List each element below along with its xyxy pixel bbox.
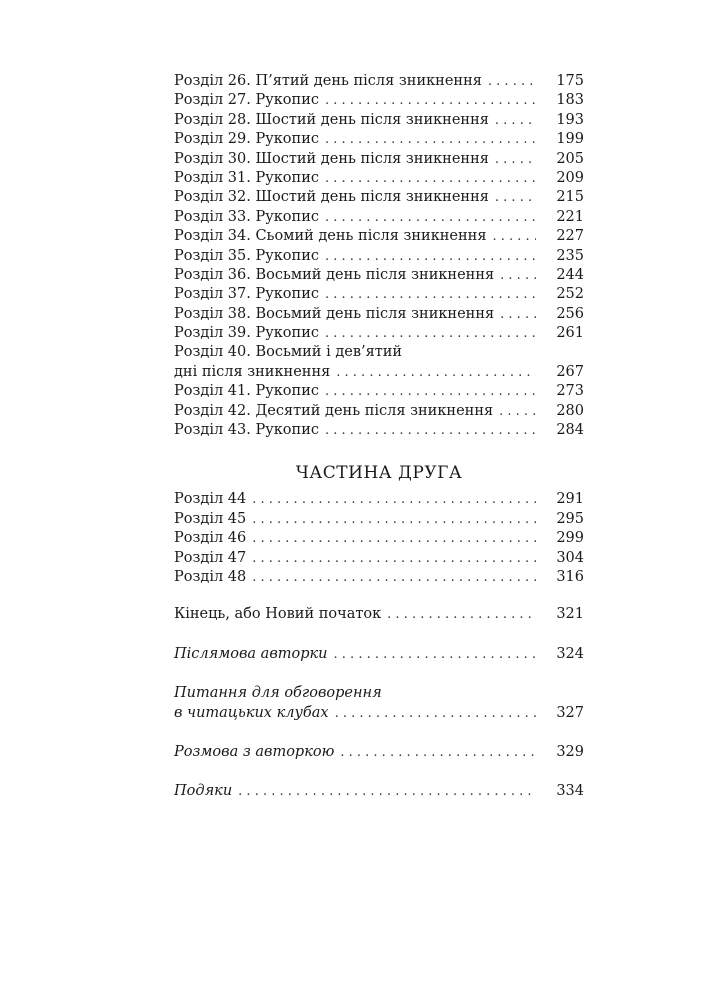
toc-entry-39[interactable] — [174, 324, 584, 343]
dot-leader — [495, 111, 536, 130]
toc-entry-page: 215 — [556, 189, 584, 206]
toc-entry-title: Розділ 31. Рукопис — [174, 169, 319, 186]
toc-entry-title: Розділ 29. Рукопис — [174, 131, 319, 148]
toc-entry-title: Розділ 48 — [174, 568, 247, 585]
toc-entry-37[interactable] — [174, 285, 584, 304]
toc-entry-page: 244 — [556, 266, 584, 283]
dot-leader — [492, 227, 536, 246]
toc-entry-47[interactable] — [174, 549, 584, 568]
toc-entry-page: 221 — [556, 208, 584, 225]
toc-entry-page: 327 — [556, 704, 584, 721]
toc-entry-page: 227 — [556, 228, 584, 245]
toc-entry-page: 280 — [556, 402, 584, 419]
toc-entry-title: Розділ 44 — [174, 491, 247, 508]
toc-entry-title: Розділ 45 — [174, 510, 247, 527]
dot-leader — [252, 568, 536, 587]
dot-leader — [499, 402, 536, 421]
toc-entry-thanks[interactable] — [174, 782, 584, 801]
toc-entry-title: дні після зникнення — [174, 363, 331, 380]
toc-entry-questions-title-line1[interactable]: Питання для обговорення — [174, 685, 382, 702]
toc-entry-questions[interactable] — [174, 704, 584, 723]
part-two-heading: ЧАСТИНА ДРУГА — [295, 463, 463, 484]
toc-entry-page: 273 — [556, 383, 584, 400]
toc-entry-26[interactable] — [174, 72, 584, 91]
dot-leader — [325, 169, 536, 188]
toc-entry-title: Розділ 47 — [174, 549, 247, 566]
toc-entry-page: 316 — [556, 568, 584, 585]
toc-entry-title: Розділ 33. Рукопис — [174, 208, 319, 225]
toc-entry-page: 252 — [556, 286, 584, 303]
dot-leader — [325, 324, 536, 343]
toc-entry-page: 183 — [556, 92, 584, 109]
toc-entry-28[interactable] — [174, 111, 584, 130]
dot-leader — [340, 743, 536, 762]
toc-entry-title: в читацьких клубах — [174, 704, 329, 721]
dot-leader — [325, 130, 536, 149]
dot-leader — [325, 247, 536, 266]
dot-leader — [252, 510, 536, 529]
toc-entry-title: Розділ 28. Шостий день після зникнення — [174, 111, 489, 128]
toc-entry-40-title-line1[interactable]: Розділ 40. Восьмий і дев’ятий — [174, 344, 403, 361]
toc-entry-38[interactable] — [174, 305, 584, 324]
toc-entry-interview[interactable] — [174, 743, 584, 762]
toc-entry-title: Розділ 36. Восьмий день після зникнення — [174, 266, 495, 283]
toc-entry-page: 267 — [556, 363, 584, 380]
dot-leader — [495, 150, 536, 169]
toc-entry-page: 299 — [556, 530, 584, 547]
toc-entry-title: Розділ 43. Рукопис — [174, 422, 319, 439]
dot-leader — [325, 208, 536, 227]
table-of-contents — [174, 72, 584, 802]
dot-leader — [488, 72, 536, 91]
toc-entry-page: 334 — [556, 783, 584, 800]
toc-entry-29[interactable] — [174, 130, 584, 149]
toc-entry-page: 261 — [556, 325, 584, 342]
toc-entry-title: Розділ 39. Рукопис — [174, 325, 319, 342]
dot-leader — [334, 645, 536, 664]
dot-leader — [252, 490, 536, 509]
toc-entry-31[interactable] — [174, 169, 584, 188]
dot-leader — [387, 605, 536, 624]
toc-entry-36[interactable] — [174, 266, 584, 285]
toc-entry-43[interactable] — [174, 421, 584, 440]
toc-entry-page: 193 — [556, 111, 584, 128]
dot-leader — [325, 285, 536, 304]
toc-entry-page: 324 — [556, 645, 584, 662]
toc-entry-27[interactable] — [174, 91, 584, 110]
toc-entry-page: 205 — [556, 150, 584, 167]
toc-entry-title: Післямова авторки — [174, 645, 328, 662]
toc-entry-33[interactable] — [174, 208, 584, 227]
toc-entry-page: 329 — [556, 743, 584, 760]
toc-entry-46[interactable] — [174, 529, 584, 548]
toc-entry-32[interactable] — [174, 188, 584, 207]
dot-leader — [252, 549, 536, 568]
toc-entry-title: Розділ 30. Шостий день після зникнення — [174, 150, 489, 167]
toc-entry-40[interactable] — [174, 363, 584, 382]
toc-entry-page: 199 — [556, 131, 584, 148]
toc-entry-34[interactable] — [174, 227, 584, 246]
toc-entry-44[interactable] — [174, 490, 584, 509]
toc-entry-title: Кінець, або Новий початок — [174, 606, 382, 623]
toc-entry-title: Розділ 42. Десятий день після зникнення — [174, 402, 494, 419]
toc-entry-title: Розділ 37. Рукопис — [174, 286, 319, 303]
toc-entry-title: Розмова з авторкою — [174, 743, 335, 760]
dot-leader — [325, 91, 536, 110]
toc-entry-title: Розділ 35. Рукопис — [174, 247, 319, 264]
toc-entry-page: 295 — [556, 510, 584, 527]
toc-entry-45[interactable] — [174, 510, 584, 529]
toc-entry-48[interactable] — [174, 568, 584, 587]
dot-leader — [495, 188, 536, 207]
toc-entry-title: Розділ 27. Рукопис — [174, 92, 319, 109]
toc-entry-page: 256 — [556, 305, 584, 322]
toc-entry-30[interactable] — [174, 150, 584, 169]
toc-entry-page: 209 — [556, 169, 584, 186]
toc-entry-page: 304 — [556, 549, 584, 566]
toc-entry-title: Розділ 34. Сьомий день після зникнення — [174, 228, 487, 245]
toc-entry-title: Подяки — [174, 783, 233, 800]
dot-leader — [325, 421, 536, 440]
dot-leader — [336, 363, 536, 382]
toc-entry-35[interactable] — [174, 247, 584, 266]
toc-entry-41[interactable] — [174, 382, 584, 401]
dot-leader — [335, 704, 536, 723]
toc-entry-title: Розділ 41. Рукопис — [174, 383, 319, 400]
toc-entry-page: 321 — [556, 606, 584, 623]
toc-entry-42[interactable] — [174, 402, 584, 421]
toc-entry-title: Розділ 26. П’ятий день після зникнення — [174, 73, 482, 89]
dot-leader — [500, 305, 536, 324]
toc-entry-title: Розділ 46 — [174, 530, 247, 547]
toc-entry-afterword[interactable] — [174, 645, 584, 664]
toc-entry-title: Розділ 38. Восьмий день після зникнення — [174, 305, 495, 322]
dot-leader — [252, 529, 536, 548]
toc-entry-page: 291 — [556, 491, 584, 508]
dot-leader — [500, 266, 536, 285]
dot-leader — [238, 782, 536, 801]
toc-entry-title: Розділ 32. Шостий день після зникнення — [174, 189, 489, 206]
toc-entry-page: 235 — [556, 247, 584, 264]
toc-entry-page: 175 — [556, 73, 584, 89]
dot-leader — [325, 382, 536, 401]
toc-entry-ending[interactable] — [174, 605, 584, 624]
toc-entry-page: 284 — [556, 422, 584, 439]
